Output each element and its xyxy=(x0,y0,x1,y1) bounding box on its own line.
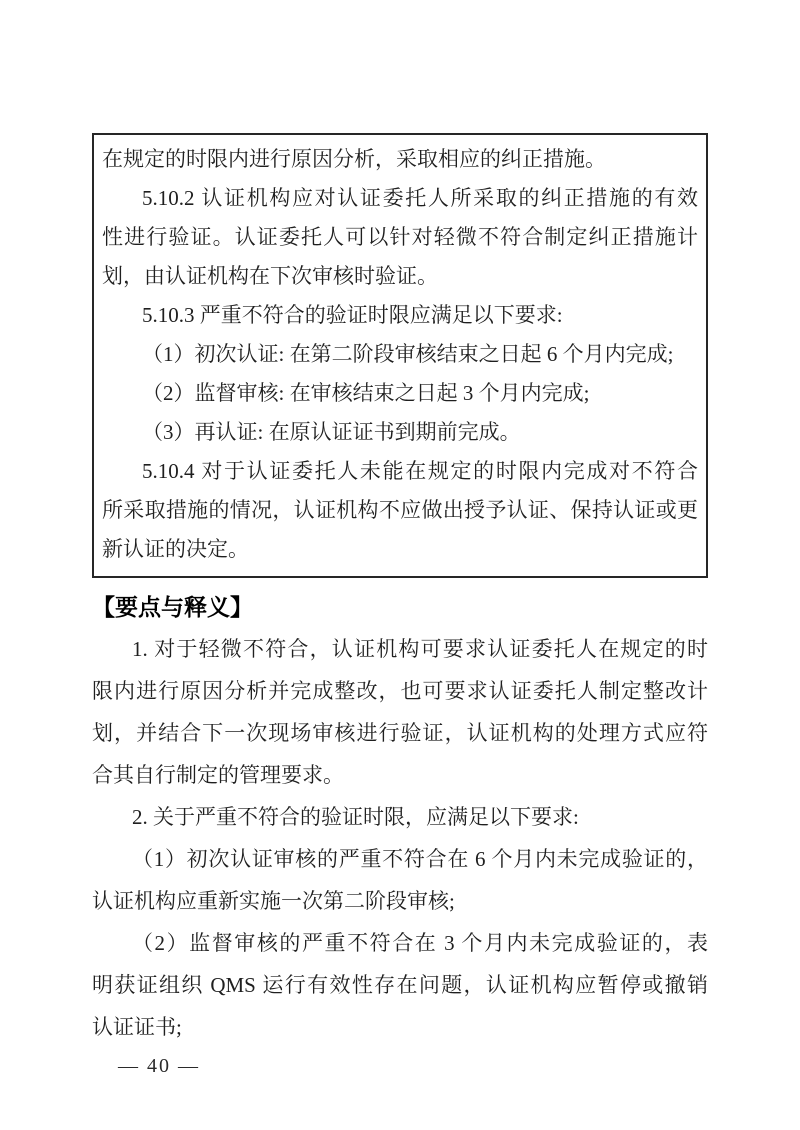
body-line: 划，并结合下一次现场审核进行验证，认证机构的处理方式应符 xyxy=(92,721,708,745)
body-line: （2）监督审核的严重不符合在 3 个月内未完成验证的，表 xyxy=(132,931,708,955)
body-line: 合其自行制定的管理要求。 xyxy=(92,763,344,787)
clause-line: （3）再认证: 在原认证证书到期前完成。 xyxy=(142,420,521,444)
clause-line: 5.10.2 认证机构应对认证委托人所采取的纠正措施的有效 xyxy=(142,186,698,210)
body-line: （1）初次认证审核的严重不符合在 6 个月内未完成验证的， xyxy=(132,847,708,871)
clause-line: （1）初次认证: 在第二阶段审核结束之日起 6 个月内完成; xyxy=(142,342,674,366)
clause-line: 划，由认证机构在下次审核时验证。 xyxy=(102,264,438,288)
clause-line: 5.10.4 对于认证委托人未能在规定的时限内完成对不符合 xyxy=(142,459,698,483)
commentary-text xyxy=(92,628,708,1048)
body-line: 明获证组织 QMS 运行有效性存在问题，认证机构应暂停或撤销 xyxy=(92,973,708,997)
body-line: 认证机构应重新实施一次第二阶段审核; xyxy=(92,889,455,913)
clause-line: （2）监督审核: 在审核结束之日起 3 个月内完成; xyxy=(142,381,590,405)
page-number: — 40 — xyxy=(118,1055,200,1077)
standard-clause-box xyxy=(92,133,708,578)
body-line: 2. 关于严重不符合的验证时限，应满足以下要求: xyxy=(132,805,579,829)
body-line: 限内进行原因分析并完成整改，也可要求认证委托人制定整改计 xyxy=(92,679,708,703)
clause-line: 新认证的决定。 xyxy=(102,537,249,561)
body-line: 1. 对于轻微不符合，认证机构可要求认证委托人在规定的时 xyxy=(132,637,708,661)
page-content xyxy=(92,133,708,1080)
clause-line: 性进行验证。认证委托人可以针对轻微不符合制定纠正措施计 xyxy=(102,225,698,249)
clause-line: 所采取措施的情况，认证机构不应做出授予认证、保持认证或更 xyxy=(102,498,698,522)
body-line: 认证证书; xyxy=(92,1015,182,1039)
clause-line: 在规定的时限内进行原因分析，采取相应的纠正措施。 xyxy=(102,147,606,171)
clause-line: 5.10.3 严重不符合的验证时限应满足以下要求: xyxy=(142,303,563,327)
section-heading: 【要点与释义】 xyxy=(92,594,253,620)
